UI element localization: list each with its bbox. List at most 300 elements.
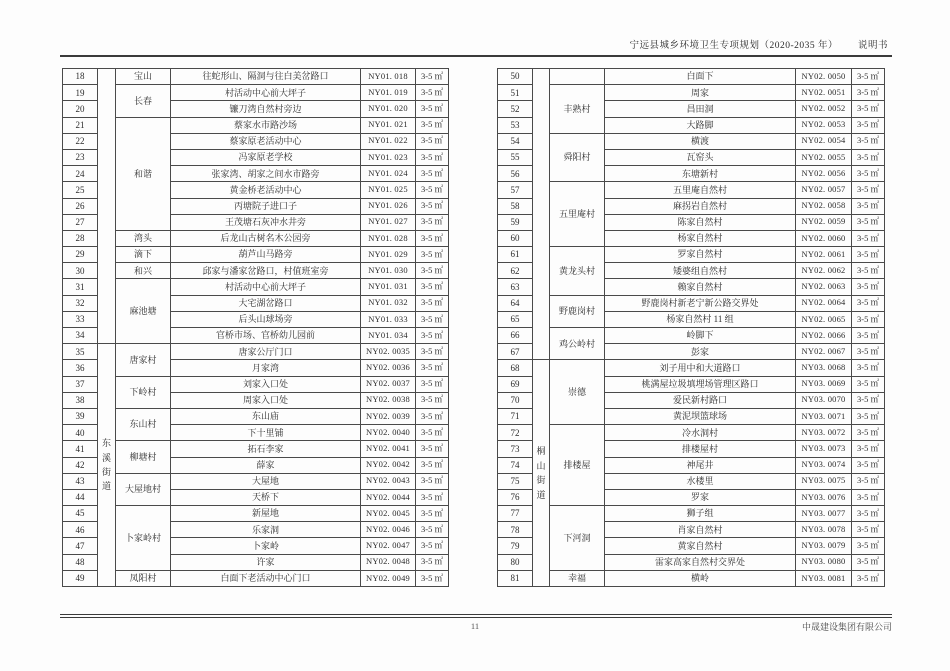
page-header: [0, 37, 888, 51]
cell-facility-code: NY02. 0057: [796, 182, 852, 198]
cell-row-number: 81: [498, 570, 533, 586]
cell-facility-code: NY02. 0039: [361, 408, 416, 424]
cell-row-number: 29: [63, 247, 98, 263]
cell-size: 3-5 ㎡: [416, 457, 449, 473]
cell-location: 往蛇形山、隔洞与往白美岔路口: [171, 69, 361, 85]
cell-size: 3-5 ㎡: [416, 295, 449, 311]
cell-row-number: 75: [498, 473, 533, 489]
cell-size: 3-5 ㎡: [852, 295, 885, 311]
cell-row-number: 66: [498, 328, 533, 344]
cell-size: 3-5 ㎡: [416, 214, 449, 230]
cell-size: 3-5 ㎡: [852, 489, 885, 505]
cell-location: 王茂塘石灰冲水井旁: [171, 214, 361, 230]
cell-location: 水楼里: [605, 473, 796, 489]
cell-row-number: 26: [63, 198, 98, 214]
cell-facility-code: NY03. 0068: [796, 360, 852, 376]
cell-size: 3-5 ㎡: [852, 85, 885, 101]
cell-facility-code: NY02. 0035: [361, 344, 416, 360]
cell-facility-code: NY01. 023: [361, 149, 416, 165]
cell-location: 狮子组: [605, 506, 796, 522]
cell-row-number: 18: [63, 69, 98, 85]
cell-location: 村活动中心前大坪子: [171, 85, 361, 101]
cell-facility-code: NY02. 0060: [796, 230, 852, 246]
cell-facility-code: NY03. 0077: [796, 506, 852, 522]
cell-location: 横岭: [605, 570, 796, 586]
cell-size: 3-5 ㎡: [416, 149, 449, 165]
cell-row-number: 61: [498, 247, 533, 263]
footer-rule: [60, 614, 892, 618]
cell-facility-code: NY01. 018: [361, 69, 416, 85]
cell-row-number: 48: [63, 554, 98, 570]
cell-size: 3-5 ㎡: [416, 133, 449, 149]
cell-row-number: 67: [498, 344, 533, 360]
cell-size: 3-5 ㎡: [416, 425, 449, 441]
cell-row-number: 69: [498, 376, 533, 392]
table-row: [63, 570, 449, 586]
cell-location: 周家: [605, 85, 796, 101]
cell-size: 3-5 ㎡: [852, 247, 885, 263]
cell-facility-code: NY03. 0073: [796, 441, 852, 457]
cell-row-number: 79: [498, 538, 533, 554]
cell-facility-code: NY03. 0080: [796, 554, 852, 570]
table-row: [63, 279, 449, 295]
cell-facility-code: NY03. 0069: [796, 376, 852, 392]
cell-size: 3-5 ㎡: [852, 328, 885, 344]
cell-row-number: 32: [63, 295, 98, 311]
cell-location: 东塘新村: [605, 166, 796, 182]
cell-row-number: 70: [498, 392, 533, 408]
cell-size: 3-5 ㎡: [852, 263, 885, 279]
cell-row-number: 25: [63, 182, 98, 198]
cell-size: 3-5 ㎡: [416, 522, 449, 538]
cell-village-name: 野鹿岗村: [550, 295, 605, 327]
table-row: [63, 85, 449, 101]
cell-size: 3-5 ㎡: [416, 263, 449, 279]
cell-village-name: 下河洞: [550, 506, 605, 571]
table-row: [63, 344, 449, 360]
cell-location: 周家入口处: [171, 392, 361, 408]
cell-size: 3-5 ㎡: [852, 198, 885, 214]
cell-facility-code: NY02. 0058: [796, 198, 852, 214]
cell-facility-code: NY02. 0062: [796, 263, 852, 279]
cell-size: 3-5 ㎡: [852, 214, 885, 230]
table-row: [498, 506, 885, 522]
cell-size: 3-5 ㎡: [852, 522, 885, 538]
cell-location: 肖家自然村: [605, 522, 796, 538]
cell-village-name: 和谐: [116, 117, 171, 230]
cell-village-name: 排楼屋: [550, 425, 605, 506]
cell-village-name: 宝山: [116, 69, 171, 85]
cell-row-number: 21: [63, 117, 98, 133]
cell-village-name: 黄龙头村: [550, 247, 605, 296]
cell-location: 卜家岭: [171, 538, 361, 554]
cell-size: 3-5 ㎡: [852, 182, 885, 198]
cell-location: 矮婆组自然村: [605, 263, 796, 279]
cell-size: 3-5 ㎡: [416, 441, 449, 457]
cell-row-number: 57: [498, 182, 533, 198]
table-row: [63, 263, 449, 279]
header-rule: [60, 55, 892, 57]
cell-location: 乐家洞: [171, 522, 361, 538]
cell-size: 3-5 ㎡: [416, 538, 449, 554]
cell-location: 赖家自然村: [605, 279, 796, 295]
cell-facility-code: NY03. 0076: [796, 489, 852, 505]
cell-size: 3-5 ㎡: [852, 408, 885, 424]
cell-size: 3-5 ㎡: [416, 473, 449, 489]
cell-location: 杨家自然村 11 组: [605, 311, 796, 327]
cell-row-number: 74: [498, 457, 533, 473]
cell-row-number: 45: [63, 506, 98, 522]
cell-location: 天桥下: [171, 489, 361, 505]
cell-facility-code: NY02. 0067: [796, 344, 852, 360]
cell-row-number: 44: [63, 489, 98, 505]
cell-village-name: 舜阳村: [550, 133, 605, 182]
cell-location: 唐家公厅门口: [171, 344, 361, 360]
cell-facility-code: NY01. 020: [361, 101, 416, 117]
cell-location: 张家湾、胡家之间水市路旁: [171, 166, 361, 182]
cell-location: 彭家: [605, 344, 796, 360]
cell-size: 3-5 ㎡: [416, 117, 449, 133]
cell-row-number: 62: [498, 263, 533, 279]
cell-row-number: 30: [63, 263, 98, 279]
cell-size: 3-5 ㎡: [852, 101, 885, 117]
cell-size: 3-5 ㎡: [416, 344, 449, 360]
cell-size: 3-5 ㎡: [852, 149, 885, 165]
table-row: [63, 506, 449, 522]
cell-facility-code: NY03. 0070: [796, 392, 852, 408]
cell-location: 官桥市场、官桥幼儿园前: [171, 328, 361, 344]
cell-row-number: 55: [498, 149, 533, 165]
cell-size: 3-5 ㎡: [852, 279, 885, 295]
cell-location: 桃满屋垃圾填埋场管理区路口: [605, 376, 796, 392]
cell-facility-code: NY01. 029: [361, 247, 416, 263]
cell-location: 大宅湖岔路口: [171, 295, 361, 311]
cell-row-number: 73: [498, 441, 533, 457]
cell-location: 后头山球场旁: [171, 311, 361, 327]
cell-row-number: 40: [63, 425, 98, 441]
cell-size: 3-5 ㎡: [852, 506, 885, 522]
cell-location: 爱民新村路口: [605, 392, 796, 408]
cell-row-number: 64: [498, 295, 533, 311]
cell-row-number: 47: [63, 538, 98, 554]
cell-size: 3-5 ㎡: [416, 311, 449, 327]
cell-village-name: 丰熟村: [550, 85, 605, 134]
cell-row-number: 80: [498, 554, 533, 570]
cell-row-number: 43: [63, 473, 98, 489]
cell-facility-code: NY01. 027: [361, 214, 416, 230]
table-row: [498, 328, 885, 344]
cell-facility-code: NY01. 034: [361, 328, 416, 344]
cell-location: 白面下: [605, 69, 796, 85]
cell-location: 大路脚: [605, 117, 796, 133]
cell-village-name: [550, 69, 605, 85]
cell-location: 罗家: [605, 489, 796, 505]
cell-location: 岭脚下: [605, 328, 796, 344]
cell-row-number: 35: [63, 344, 98, 360]
table-row: [63, 473, 449, 489]
cell-location: 后龙山古树名木公园旁: [171, 230, 361, 246]
cell-size: 3-5 ㎡: [416, 69, 449, 85]
cell-location: 冯家原老学校: [171, 149, 361, 165]
cell-location: 排楼屋村: [605, 441, 796, 457]
cell-size: 3-5 ㎡: [852, 360, 885, 376]
cell-village-name: 下岭村: [116, 376, 171, 408]
cell-row-number: 31: [63, 279, 98, 295]
cell-row-number: 51: [498, 85, 533, 101]
cell-village-name: 和兴: [116, 263, 171, 279]
table-row: [63, 247, 449, 263]
table-row: [63, 117, 449, 133]
cell-location: 丙塘院子进口子: [171, 198, 361, 214]
cell-facility-code: NY02. 0050: [796, 69, 852, 85]
cell-location: 麻拐岩自然村: [605, 198, 796, 214]
cell-size: 3-5 ㎡: [852, 570, 885, 586]
cell-size: 3-5 ㎡: [852, 344, 885, 360]
cell-facility-code: NY01. 028: [361, 230, 416, 246]
cell-facility-code: NY02. 0056: [796, 166, 852, 182]
cell-size: 3-5 ㎡: [852, 473, 885, 489]
cell-size: 3-5 ㎡: [852, 538, 885, 554]
cell-size: 3-5 ㎡: [852, 133, 885, 149]
cell-size: 3-5 ㎡: [852, 230, 885, 246]
cell-facility-code: NY02. 0045: [361, 506, 416, 522]
cell-facility-code: NY03. 0071: [796, 408, 852, 424]
cell-size: 3-5 ㎡: [416, 166, 449, 182]
cell-facility-code: NY03. 0078: [796, 522, 852, 538]
cell-size: 3-5 ㎡: [416, 328, 449, 344]
cell-facility-code: NY01. 031: [361, 279, 416, 295]
cell-location: 神尾井: [605, 457, 796, 473]
cell-row-number: 41: [63, 441, 98, 457]
cell-row-number: 77: [498, 506, 533, 522]
cell-facility-code: NY02. 0063: [796, 279, 852, 295]
cell-facility-code: NY02. 0047: [361, 538, 416, 554]
cell-row-number: 53: [498, 117, 533, 133]
cell-row-number: 36: [63, 360, 98, 376]
cell-facility-code: NY02. 0051: [796, 85, 852, 101]
cell-facility-code: NY02. 0048: [361, 554, 416, 570]
page-number: 11: [470, 621, 480, 631]
cell-row-number: 46: [63, 522, 98, 538]
table-row: [63, 376, 449, 392]
cell-size: 3-5 ㎡: [416, 101, 449, 117]
cell-size: 3-5 ㎡: [852, 376, 885, 392]
cell-row-number: 76: [498, 489, 533, 505]
table-row: [63, 408, 449, 424]
cell-row-number: 38: [63, 392, 98, 408]
cell-row-number: 49: [63, 570, 98, 586]
cell-location: 横渡: [605, 133, 796, 149]
cell-size: 3-5 ㎡: [852, 166, 885, 182]
cell-size: 3-5 ㎡: [852, 554, 885, 570]
cell-facility-code: NY02. 0052: [796, 101, 852, 117]
cell-size: 3-5 ㎡: [852, 311, 885, 327]
facility-table-right: [497, 68, 885, 587]
cell-street-name: 桐山街道: [533, 360, 550, 587]
cell-row-number: 65: [498, 311, 533, 327]
facility-table-left: [62, 68, 449, 587]
cell-facility-code: NY02. 0037: [361, 376, 416, 392]
cell-location: 许家: [171, 554, 361, 570]
cell-location: 陈家自然村: [605, 214, 796, 230]
cell-facility-code: NY01. 026: [361, 198, 416, 214]
cell-row-number: 72: [498, 425, 533, 441]
cell-location: 下十里铺: [171, 425, 361, 441]
cell-location: 镰刀湾自然村旁边: [171, 101, 361, 117]
cell-size: 3-5 ㎡: [852, 392, 885, 408]
cell-facility-code: NY02. 0040: [361, 425, 416, 441]
cell-size: 3-5 ㎡: [416, 279, 449, 295]
cell-size: 3-5 ㎡: [416, 198, 449, 214]
cell-village-name: 长春: [116, 85, 171, 117]
cell-facility-code: NY02. 0066: [796, 328, 852, 344]
cell-location: 白面下老活动中心门口: [171, 570, 361, 586]
cell-size: 3-5 ㎡: [852, 457, 885, 473]
cell-row-number: 71: [498, 408, 533, 424]
cell-row-number: 19: [63, 85, 98, 101]
cell-row-number: 56: [498, 166, 533, 182]
cell-facility-code: NY03. 0079: [796, 538, 852, 554]
cell-village-name: 麻池塘: [116, 279, 171, 344]
cell-facility-code: NY02. 0046: [361, 522, 416, 538]
cell-row-number: 28: [63, 230, 98, 246]
cell-row-number: 27: [63, 214, 98, 230]
cell-size: 3-5 ㎡: [416, 230, 449, 246]
cell-size: 3-5 ㎡: [416, 570, 449, 586]
cell-village-name: 五里庵村: [550, 182, 605, 247]
cell-facility-code: NY03. 0072: [796, 425, 852, 441]
table-row: [498, 69, 885, 85]
cell-size: 3-5 ㎡: [416, 506, 449, 522]
cell-facility-code: NY03. 0081: [796, 570, 852, 586]
cell-row-number: 54: [498, 133, 533, 149]
cell-row-number: 37: [63, 376, 98, 392]
cell-location: 瓦窑头: [605, 149, 796, 165]
cell-village-name: 东山村: [116, 408, 171, 440]
cell-facility-code: NY02. 0049: [361, 570, 416, 586]
cell-location: 黄家自然村: [605, 538, 796, 554]
cell-facility-code: NY02. 0061: [796, 247, 852, 263]
cell-village-name: 卜家岭村: [116, 506, 171, 571]
cell-location: 葫芦山马路旁: [171, 247, 361, 263]
cell-row-number: 23: [63, 149, 98, 165]
cell-village-name: 凤阳村: [116, 570, 171, 586]
cell-row-number: 50: [498, 69, 533, 85]
cell-facility-code: NY02. 0041: [361, 441, 416, 457]
cell-row-number: 63: [498, 279, 533, 295]
cell-location: 月家湾: [171, 360, 361, 376]
cell-size: 3-5 ㎡: [416, 85, 449, 101]
table-row: [498, 85, 885, 101]
cell-size: 3-5 ㎡: [416, 376, 449, 392]
cell-location: 冷水洞村: [605, 425, 796, 441]
cell-row-number: 22: [63, 133, 98, 149]
header-doc-type: 说明书: [857, 41, 888, 51]
cell-location: 新屋地: [171, 506, 361, 522]
cell-size: 3-5 ㎡: [416, 392, 449, 408]
cell-facility-code: NY02. 0054: [796, 133, 852, 149]
cell-facility-code: NY02. 0053: [796, 117, 852, 133]
cell-row-number: 33: [63, 311, 98, 327]
cell-village-name: 柳塘村: [116, 441, 171, 473]
cell-facility-code: NY02. 0059: [796, 214, 852, 230]
cell-location: 昌田洞: [605, 101, 796, 117]
cell-location: 拓石李家: [171, 441, 361, 457]
cell-facility-code: NY03. 0074: [796, 457, 852, 473]
cell-facility-code: NY01. 032: [361, 295, 416, 311]
table-row: [498, 247, 885, 263]
cell-row-number: 60: [498, 230, 533, 246]
cell-facility-code: NY02. 0043: [361, 473, 416, 489]
cell-size: 3-5 ㎡: [852, 425, 885, 441]
footer-company: 中晟建设集团有限公司: [801, 622, 892, 632]
cell-facility-code: NY02. 0065: [796, 311, 852, 327]
cell-facility-code: NY02. 0036: [361, 360, 416, 376]
cell-row-number: 68: [498, 360, 533, 376]
cell-location: 五里庵自然村: [605, 182, 796, 198]
table-row: [63, 230, 449, 246]
cell-location: 东山庙: [171, 408, 361, 424]
cell-village-name: 崇德: [550, 360, 605, 425]
table-row: [498, 133, 885, 149]
cell-location: 蔡家原老活动中心: [171, 133, 361, 149]
cell-size: 3-5 ㎡: [416, 489, 449, 505]
table-row: [63, 69, 449, 85]
cell-village-name: 大屋地村: [116, 473, 171, 505]
cell-location: 黄泥坝篮球场: [605, 408, 796, 424]
cell-size: 3-5 ㎡: [416, 247, 449, 263]
cell-row-number: 42: [63, 457, 98, 473]
cell-street-name: 东溪街道: [98, 344, 116, 587]
table-row: [498, 425, 885, 441]
cell-facility-code: NY02. 0044: [361, 489, 416, 505]
cell-row-number: 24: [63, 166, 98, 182]
cell-facility-code: NY01. 021: [361, 117, 416, 133]
cell-location: 罗家自然村: [605, 247, 796, 263]
cell-size: 3-5 ㎡: [416, 360, 449, 376]
header-title: 宁远县城乡环境卫生专项规划（2020-2035 年）: [629, 41, 838, 51]
table-row: [63, 441, 449, 457]
cell-location: 邱家与潘家岔路口，村值班室旁: [171, 263, 361, 279]
cell-location: 雷家高家自然村交界处: [605, 554, 796, 570]
cell-facility-code: NY01. 030: [361, 263, 416, 279]
cell-row-number: 59: [498, 214, 533, 230]
cell-village-name: 滴下: [116, 247, 171, 263]
cell-facility-code: NY02. 0055: [796, 149, 852, 165]
cell-row-number: 78: [498, 522, 533, 538]
cell-size: 3-5 ㎡: [416, 554, 449, 570]
cell-row-number: 52: [498, 101, 533, 117]
cell-location: 杨家自然村: [605, 230, 796, 246]
cell-facility-code: NY01. 025: [361, 182, 416, 198]
cell-row-number: 20: [63, 101, 98, 117]
cell-facility-code: NY02. 0064: [796, 295, 852, 311]
cell-location: 刘子用中和大道路口: [605, 360, 796, 376]
cell-street-name: [98, 69, 116, 344]
cell-location: 村活动中心前大坪子: [171, 279, 361, 295]
cell-facility-code: NY01. 022: [361, 133, 416, 149]
table-row: [498, 570, 885, 586]
cell-street-name: [533, 69, 550, 360]
cell-location: 薛家: [171, 457, 361, 473]
cell-village-name: 幸福: [550, 570, 605, 586]
cell-location: 大屋地: [171, 473, 361, 489]
table-row: [498, 295, 885, 311]
cell-size: 3-5 ㎡: [852, 441, 885, 457]
cell-location: 野鹿岗村新老宁新公路交界处: [605, 295, 796, 311]
cell-size: 3-5 ㎡: [852, 117, 885, 133]
table-row: [498, 360, 885, 376]
